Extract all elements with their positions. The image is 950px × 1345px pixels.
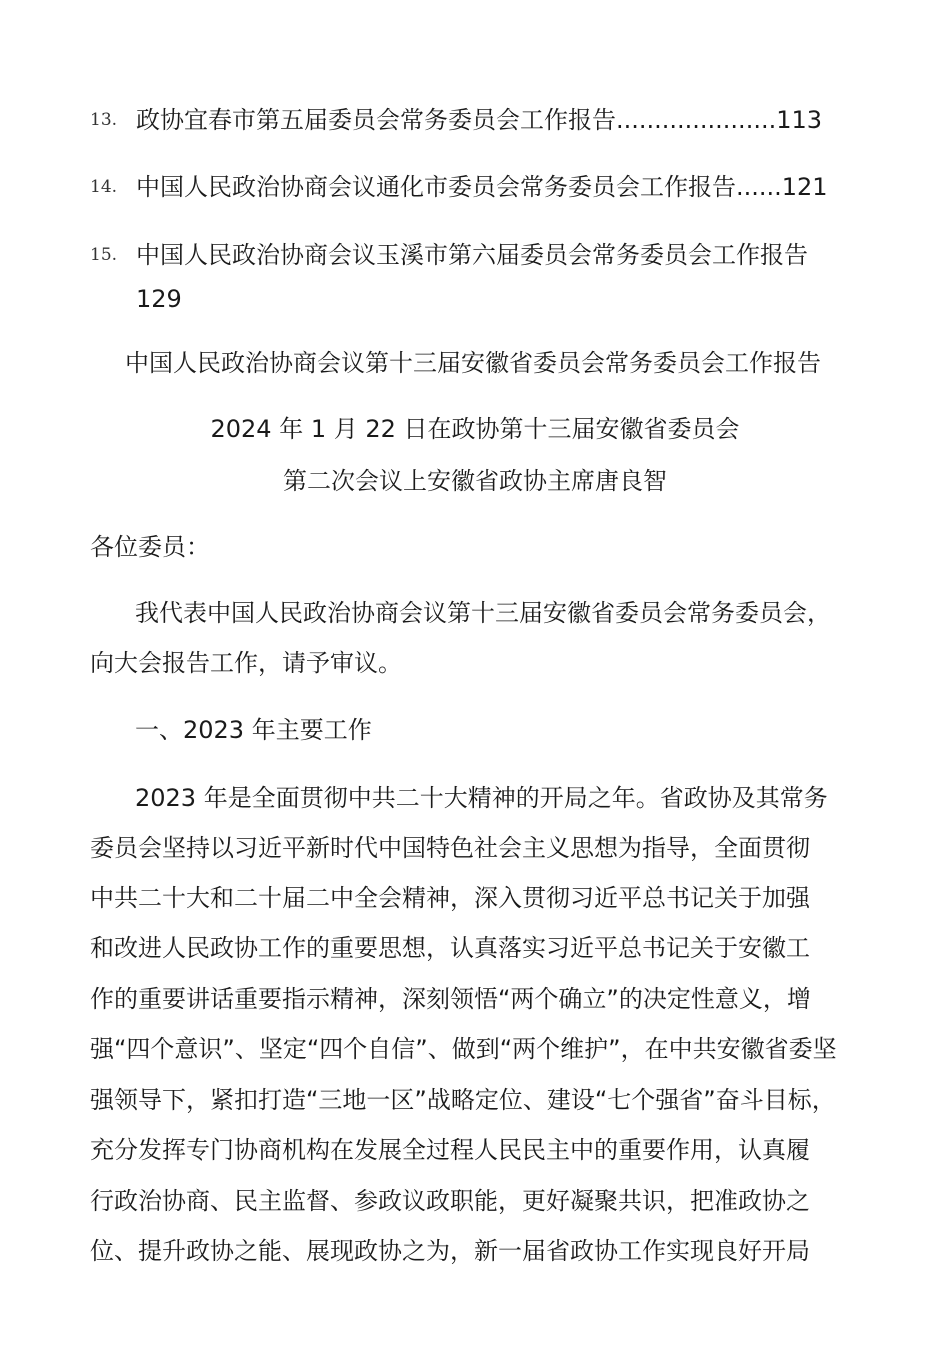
toc-entry-text: 中国人民政治协商会议玉溪市第六届委员会常务委员会工作报告: [136, 241, 808, 269]
body-paragraph-line: 委员会坚持以习近平新时代中国特色社会主义思想为指导，全面贯彻: [90, 834, 810, 862]
intro-paragraph-line: 向大会报告工作，请予审议。: [90, 649, 402, 677]
body-paragraph-line: 2023 年是全面贯彻中共二十大精神的开局之年。省政协及其常务: [135, 784, 828, 812]
toc-number: 13.: [90, 110, 118, 130]
body-paragraph-line: 位、提升政协之能、展现政协之为，新一届省政协工作实现良好开局: [90, 1237, 810, 1265]
body-paragraph-line: 行政治协商、民主监督、参政议政职能，更好凝聚共识，把准政协之: [90, 1187, 810, 1215]
toc-item-15[interactable]: [90, 233, 880, 321]
body-paragraph-line: 和改进人民政协工作的重要思想，认真落实习近平总书记关于安徽工: [90, 934, 810, 962]
body-paragraph-line: 充分发挥专门协商机构在发展全过程人民民主中的重要作用，认真履: [90, 1136, 810, 1164]
report-title: 中国人民政治协商会议第十三届安徽省委员会常务委员会工作报告: [125, 349, 821, 377]
toc-entry-text: 政协宜春市第五届委员会常务委员会工作报告.....................113: [136, 106, 823, 134]
salutation: 各位委员：: [90, 533, 210, 561]
toc-number: 15.: [90, 245, 118, 265]
report-subtitle-line-2: 第二次会议上安徽省政协主席唐良智: [283, 467, 667, 495]
body-paragraph-line: 作的重要讲话重要指示精神，深刻领悟“两个确立”的决定性意义，增: [90, 985, 811, 1013]
body-paragraph-line: 强“四个意识”、坚定“四个自信”、做到“两个维护”，在中共安徽省委坚: [90, 1035, 837, 1063]
body-paragraph-line: 强领导下，紧扣打造“三地一区”战略定位、建设“七个强省”奋斗目标，: [90, 1086, 836, 1114]
toc-page-number: 129: [136, 285, 182, 313]
toc-entry-text: 中国人民政治协商会议通化市委员会常务委员会工作报告......121: [136, 173, 828, 201]
body-paragraph-line: 中共二十大和二十届二中全会精神，深入贯彻习近平总书记关于加强: [90, 884, 810, 912]
report-subtitle-line-1: 2024 年 1 月 22 日在政协第十三届安徽省委员会: [210, 415, 740, 443]
toc-number: 14.: [90, 177, 118, 197]
section-heading: 一、2023 年主要工作: [135, 716, 372, 744]
intro-paragraph-line: 我代表中国人民政治协商会议第十三届安徽省委员会常务委员会，: [135, 599, 831, 627]
